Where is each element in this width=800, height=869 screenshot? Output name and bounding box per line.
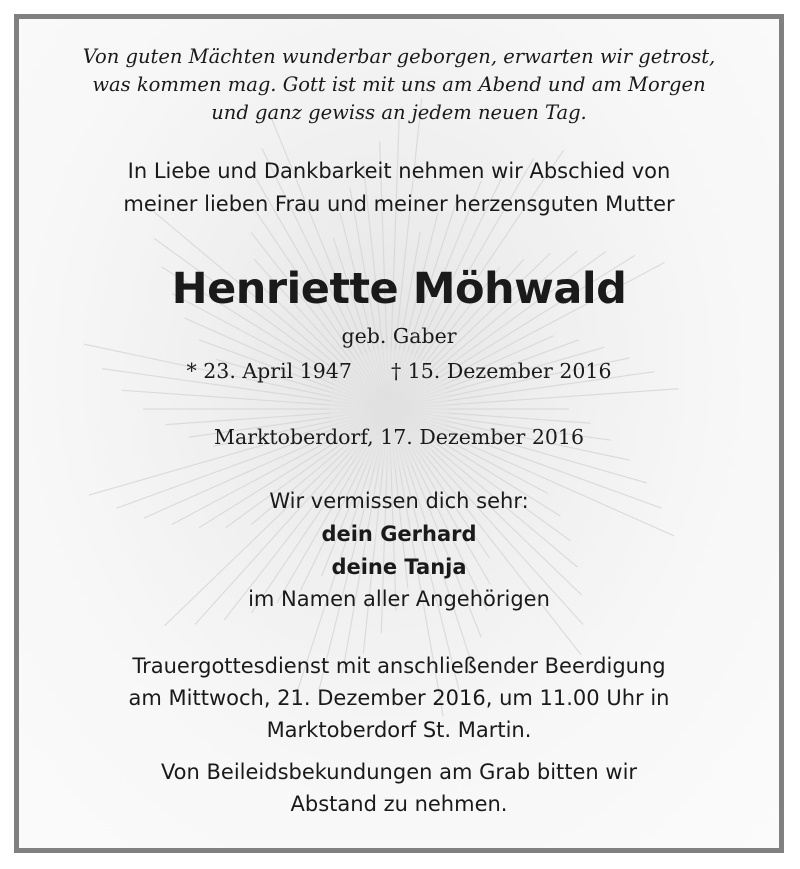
request-line-2: Abstand zu nehmen. bbox=[290, 792, 508, 816]
service-line-2: am Mittwoch, 21. Dezember 2016, um 11.00 Uhr in bbox=[128, 686, 670, 710]
intro-line-2: meiner lieben Frau und meiner herzensguten Mutter bbox=[123, 192, 675, 216]
life-dates bbox=[19, 359, 779, 383]
service-line-1: Trauergottesdienst mit anschließender Beerdigung bbox=[132, 654, 666, 678]
maiden-name: geb. Gaber bbox=[341, 324, 457, 348]
place-date: Marktoberdorf, 17. Dezember 2016 bbox=[213, 425, 585, 449]
intro-line-1: In Liebe und Dankbarkeit nehmen wir Abschied von bbox=[127, 159, 671, 183]
verse-line-3: und ganz gewiss an jedem neuen Tag. bbox=[211, 101, 587, 124]
verse-line-1: Von guten Mächten wunderbar geborgen, erwarten wir getrost, bbox=[82, 45, 716, 68]
obituary-notice bbox=[14, 14, 784, 853]
mourners-intro: Wir vermissen dich sehr: bbox=[269, 489, 529, 513]
service-line-3: Marktoberdorf St. Martin. bbox=[266, 718, 532, 742]
request-line-1: Von Beileidsbekundungen am Grab bitten wir bbox=[160, 760, 638, 784]
death-date: † 15. Dezember 2016 bbox=[390, 359, 612, 383]
verse-line-2: was kommen mag. Gott ist mit uns am Abend und am Morgen bbox=[92, 73, 706, 96]
mourner-name-1: dein Gerhard bbox=[321, 522, 477, 546]
mourners-family: im Namen aller Angehörigen bbox=[248, 587, 550, 611]
birth-date: * 23. April 1947 bbox=[186, 359, 352, 383]
deceased-name: Henriette Möhwald bbox=[171, 264, 627, 314]
mourner-name-2: deine Tanja bbox=[331, 555, 467, 579]
